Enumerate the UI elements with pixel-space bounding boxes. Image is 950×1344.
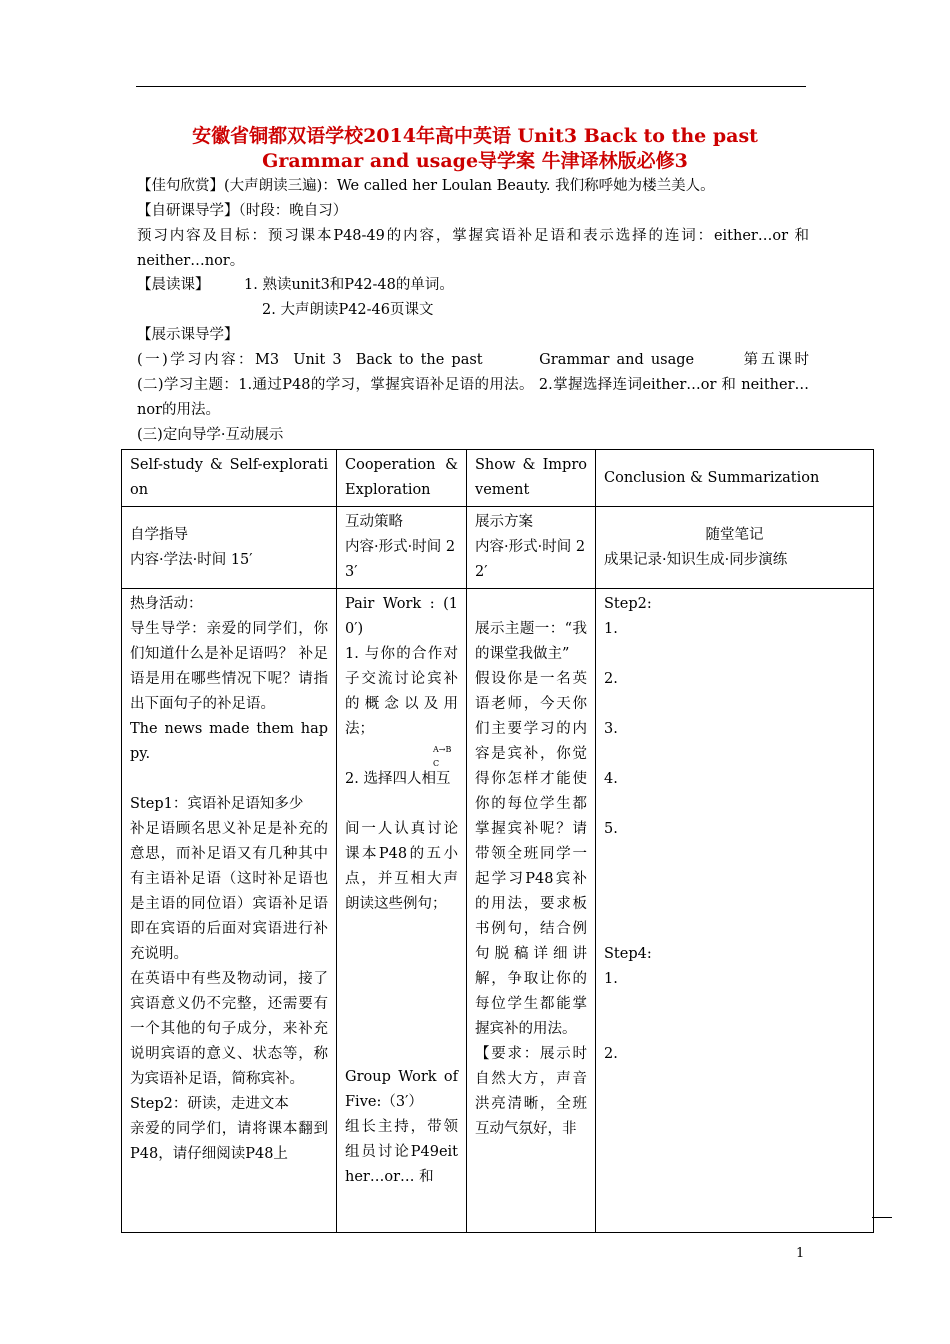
col2-sup-bottom: C — [433, 759, 440, 768]
sub3-desc: 内容·形式·时间 22′ — [475, 539, 586, 580]
jiaju-line: 【佳句欣赏】(大声朗读三遍)：We called her Loulan Beauty. 我们称呼她为楼兰美人。 — [137, 178, 715, 194]
guide-table — [121, 449, 874, 1233]
body-col2 — [337, 589, 467, 1233]
body-col3 — [467, 589, 596, 1233]
header-show: Show & Improvement — [467, 450, 596, 507]
page-number: 1 — [796, 1246, 805, 1261]
title-line-1: 安徽省铜都双语学校2014年高中英语 Unit3 Back to the past — [192, 125, 758, 147]
title-line-2: Grammar and usage导学案 牛津译林版必修3 — [262, 150, 688, 172]
col4-text: Step2: 1. 2. 3. 4. 5. Step4: 1. 2. — [604, 596, 652, 1062]
body-col1 — [122, 589, 337, 1233]
table-subheader-row — [122, 507, 874, 589]
subheader-col4 — [596, 507, 874, 589]
top-rule — [136, 86, 806, 87]
chendu-item-2: 2. 大声朗读P42-46页课文 — [262, 302, 434, 318]
col2-sup-top: A→B — [433, 745, 452, 754]
table-extension-line — [872, 1217, 892, 1218]
sub1-desc: 内容·学法·时间 15′ — [130, 551, 253, 568]
zhanshi-line: 【展示课导学】 — [137, 327, 239, 343]
col1-text: 热身活动： 导生导学：亲爱的同学们，你们知道什么是补足语吗？ 补足语是用在哪些情况下呢？请指出下面句子的补足语。 The news made them happy. Step1：宾语补足语知多少 补足语顾名思义补足是补充的意思，而补足语又有几种其中有主语补足语（这时补足语也是主语的同位语）宾语补足语即在宾语的后面对宾语进行补充说明。 在英语中有些及物动词，接了宾语意义仍不完整，还需要有一个其他的句子成分，来补充说明宾语的意义、状态等，称为宾语补足语，简称宾补。 Step2：研读，走进文本 亲爱的同学们，请将课本翻到P48，请仔细阅读P48上 — [130, 596, 328, 1162]
section3-heading: (三)定向导学·互动展示 — [137, 427, 284, 443]
subheader-col2 — [337, 507, 467, 589]
body-col4 — [596, 589, 874, 1233]
page-title — [130, 124, 820, 174]
subheader-col1 — [122, 507, 337, 589]
header-self-study: Self-study & Self-exploration — [122, 450, 337, 507]
col2-top-text: Pair Work : (10′) 1. 与你的合作对子交流讨论宾补的概念以及用法； 2. 选择四人相互 间一人认真讨论课本P48的五小点，并互相大声朗读这些例句； — [345, 596, 458, 912]
sub3-title: 展示方案 — [475, 514, 533, 530]
content-paragraph: (一)学习内容：M3 Unit 3 Back to the past Grammar and usage 第五课时 (二)学习主题：1.通过P48的学习，掌握宾语补足语的用法。 2.掌握选择连词either…or 和 neither…nor的用法。 — [137, 352, 888, 418]
col3-text: 展示主题一：“我的课堂我做主” 假设你是一名英语老师，今天你们主要学习的内容是宾补，你觉得你怎样才能使你的每位学生都掌握宾补呢？请带领全班同学一起学习P48宾补的用法，要求板书例句，结合例句脱稿详细讲解，争取让你的每位学生都能掌握宾补的用法。 【要求：展示时自然大方，声音洪亮清晰，全班互动气氛好，非 — [475, 621, 587, 1137]
sub4-title: 随堂笔记 — [705, 526, 764, 543]
goal-paragraph: 预习内容及目标：预习课本P48-49的内容，掌握宾语补足语和表示选择的连词：either…or 和 neither…nor。 — [137, 228, 809, 269]
sub2-desc: 内容·形式·时间 23′ — [345, 539, 456, 580]
sub4-desc: 成果记录·知识生成·同步演练 — [604, 551, 788, 568]
header-cooperation: Cooperation & Exploration — [337, 450, 467, 507]
table-body-row — [122, 589, 874, 1233]
sub1-title: 自学指导 — [130, 526, 188, 543]
ziyan-line: 【自研课导学】（时段：晚自习） — [137, 203, 348, 219]
chendu-label: 【晨读课】 — [137, 277, 210, 293]
chendu-item-1: 1. 熟读unit3和P42-48的单词。 — [244, 277, 454, 293]
header-conclusion: Conclusion & Summarization — [596, 450, 874, 507]
col2-bottom-text: Group Work of Five:（3′） 组长主持，带领组员讨论P49either…or… 和 — [345, 1069, 458, 1185]
sub2-title: 互动策略 — [345, 514, 403, 530]
table-header-row — [122, 450, 874, 507]
subheader-col3 — [467, 507, 596, 589]
